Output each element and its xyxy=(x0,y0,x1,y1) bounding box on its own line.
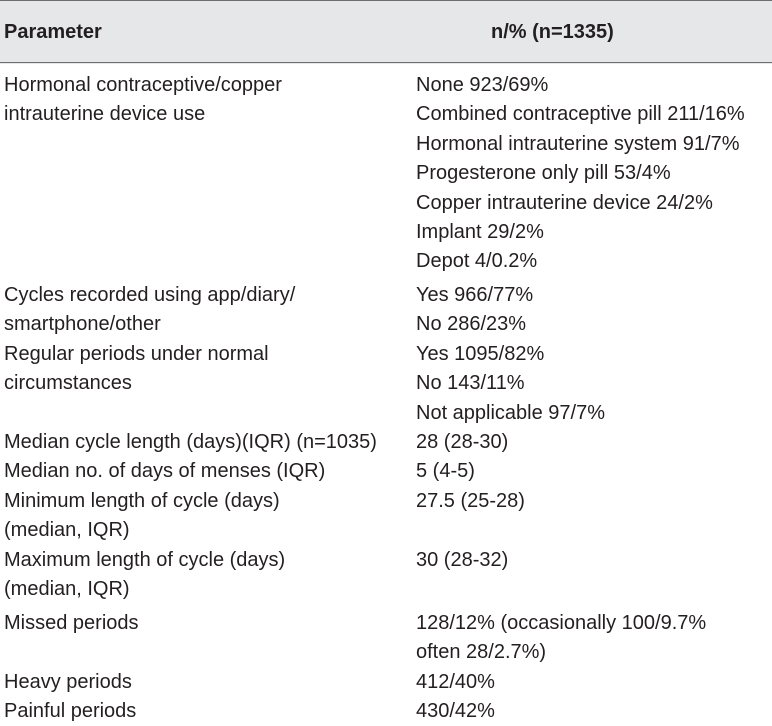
value-line: 430/42% xyxy=(416,700,495,722)
value-line: Copper intrauterine device 24/2% xyxy=(416,191,713,214)
table-header xyxy=(0,0,772,64)
parameter-cell xyxy=(4,487,280,546)
value-line: Hormonal intrauterine system 91/7% xyxy=(416,132,740,155)
value-cell xyxy=(416,340,605,428)
header-parameter: Parameter xyxy=(4,21,102,43)
value-cell xyxy=(416,609,706,668)
value-line: 28 (28-30) xyxy=(416,431,509,453)
value-line: 128/12% (occasionally 100/9.7% xyxy=(416,612,707,634)
value-line: No 286/23% xyxy=(416,313,527,336)
value-line: often 28/2.7%) xyxy=(416,641,547,664)
parameter-cell xyxy=(4,340,269,399)
parameter-cell xyxy=(4,281,295,340)
parameter-line: Hormonal contraceptive/copper xyxy=(4,74,282,96)
value-line: None 923/69% xyxy=(416,74,549,96)
value-line: Combined contraceptive pill 211/16% xyxy=(416,103,745,126)
parameter-line: Regular periods under normal xyxy=(4,343,269,365)
parameter-line: intrauterine device use xyxy=(4,103,206,126)
value-cell xyxy=(416,697,495,726)
parameter-line: Median cycle length (days)(IQR) (n=1035) xyxy=(4,431,377,453)
value-line: 412/40% xyxy=(416,671,495,693)
parameter-cell xyxy=(4,457,325,486)
value-line: Progesterone only pill 53/4% xyxy=(416,162,671,185)
value-line: Depot 4/0.2% xyxy=(416,250,538,273)
value-cell xyxy=(416,457,475,486)
value-cell xyxy=(416,546,508,575)
value-line: No 143/11% xyxy=(416,372,525,395)
value-line: 27.5 (25-28) xyxy=(416,490,525,512)
value-line: Yes 1095/82% xyxy=(416,343,545,365)
header-divider xyxy=(0,62,772,63)
parameter-cell xyxy=(4,546,285,605)
parameter-line: Median no. of days of menses (IQR) xyxy=(4,460,326,482)
value-line: 30 (28-32) xyxy=(416,549,509,571)
value-cell xyxy=(416,428,508,457)
parameter-line: Maximum length of cycle (days) xyxy=(4,549,286,571)
value-cell xyxy=(416,281,533,340)
parameter-line: circumstances xyxy=(4,372,132,395)
parameter-line: Painful periods xyxy=(4,700,137,722)
parameter-line: Missed periods xyxy=(4,612,139,634)
value-cell xyxy=(416,71,745,277)
parameter-line: smartphone/other xyxy=(4,313,161,336)
parameter-cell xyxy=(4,668,132,697)
value-line: Not applicable 97/7% xyxy=(416,401,606,424)
value-line: Yes 966/77% xyxy=(416,284,534,306)
parameter-cell xyxy=(4,697,136,726)
parameter-cell xyxy=(4,428,377,457)
value-line: 5 (4-5) xyxy=(416,460,475,482)
parameter-line: (median, IQR) xyxy=(4,519,130,542)
parameter-line: Minimum length of cycle (days) xyxy=(4,490,280,512)
header-value: n/% (n=1335) xyxy=(491,21,614,43)
parameter-line: Heavy periods xyxy=(4,671,132,693)
parameter-line: Cycles recorded using app/diary/ xyxy=(4,284,296,306)
value-line: Implant 29/2% xyxy=(416,221,544,244)
parameter-line: (median, IQR) xyxy=(4,578,130,601)
value-cell xyxy=(416,668,495,697)
parameter-cell xyxy=(4,609,139,638)
value-cell xyxy=(416,487,525,516)
parameter-cell xyxy=(4,71,282,130)
